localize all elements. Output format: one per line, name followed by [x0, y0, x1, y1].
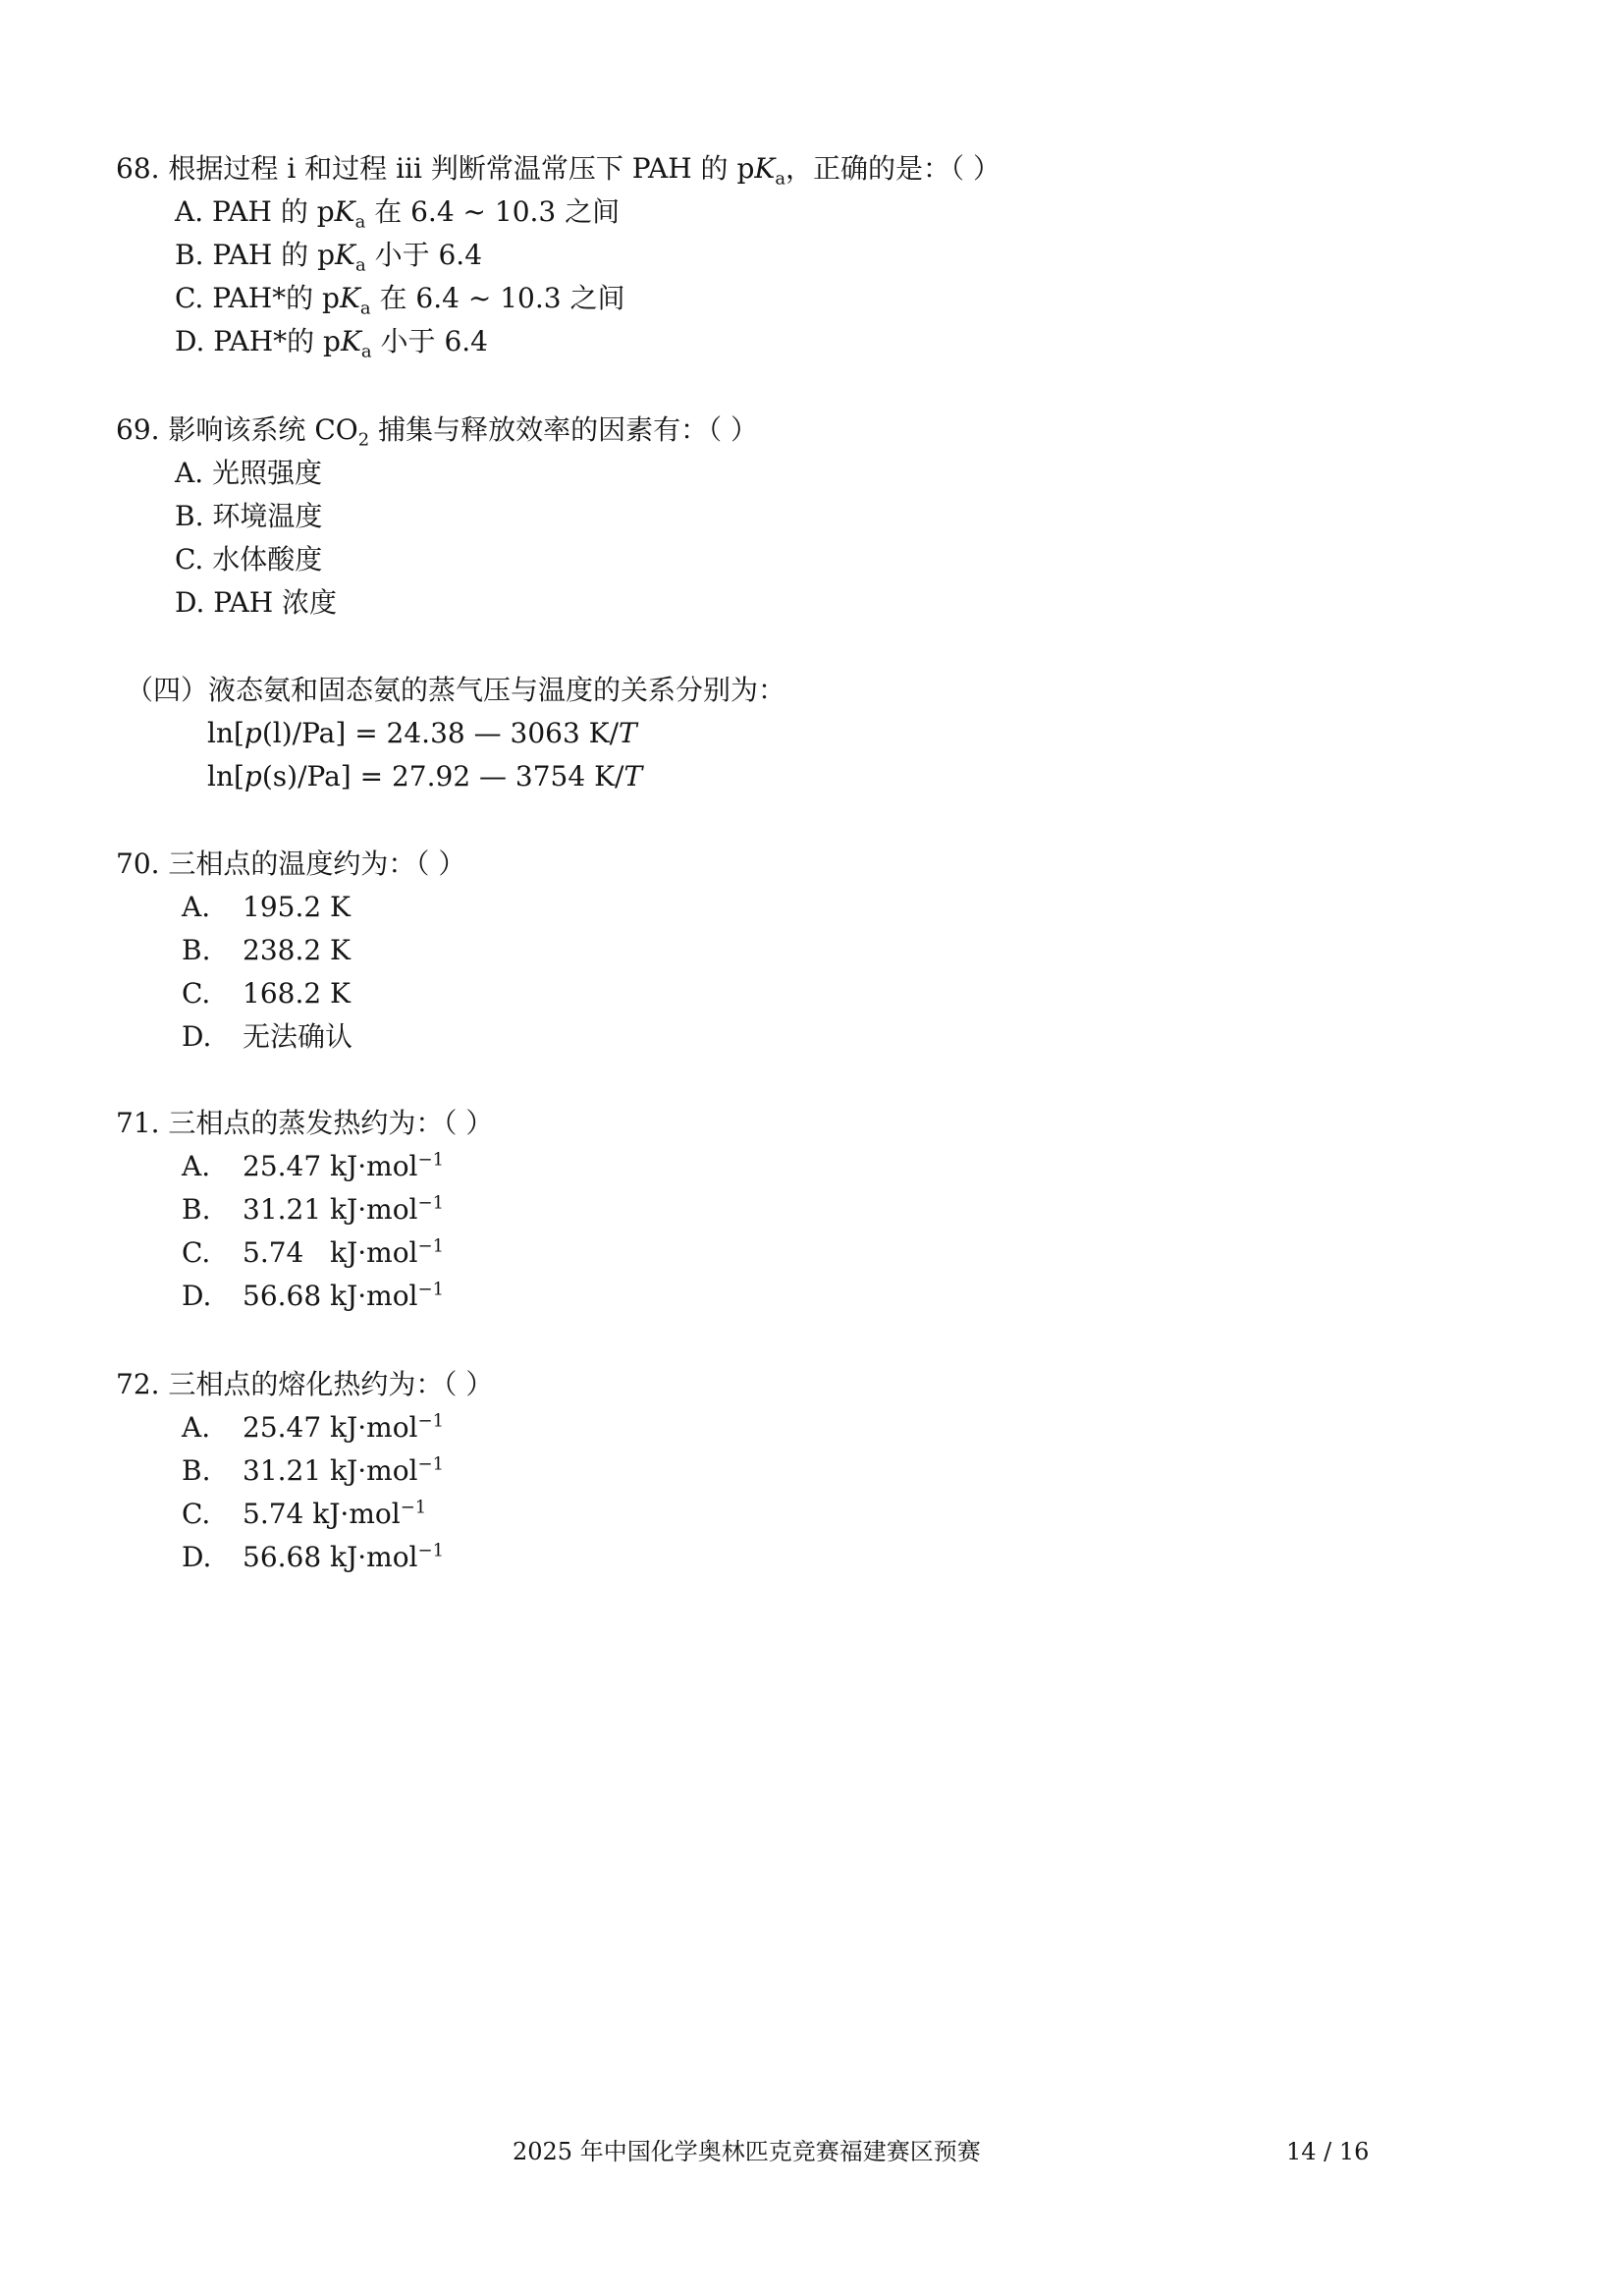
footer-title: 2025 年中国化学奥林匹克竞赛福建赛区预赛	[513, 2138, 981, 2165]
question-72-option-d: D. 56.68 kJ·mol$^{-1}$	[182, 1540, 445, 1573]
question-71-option-a: A. 25.47 kJ·mol$^{-1}$	[182, 1149, 445, 1182]
question-69-option-b: B. 环境温度	[175, 500, 323, 532]
question-69-option-d: D. PAH 浓度	[175, 586, 338, 619]
question-70-option-d: D. 无法确认	[182, 1020, 353, 1053]
section-4-title: （四）液态氨和固态氨的蒸气压与温度的关系分别为：	[126, 674, 786, 706]
question-71-stem: 71. 三相点的蒸发热约为：（ ）	[116, 1107, 494, 1139]
question-70-option-a: A. 195.2 K	[182, 891, 351, 923]
question-71-option-d: D. 56.68 kJ·mol$^{-1}$	[182, 1279, 445, 1312]
question-69-option-c: C. 水体酸度	[175, 543, 323, 575]
question-68-option-d: D. PAH*的 $pK_a$ 小于 6.4	[175, 325, 488, 362]
question-69-stem: 69. 影响该系统 $CO_2$ 捕集与释放效率的因素有：（ ）	[116, 413, 758, 451]
question-68-option-b: B. PAH 的 $pK_a$ 小于 6.4	[175, 239, 483, 276]
equation-solid: ln[p(s)/Pa] = 27.92 — 3754 K/T	[207, 760, 643, 793]
question-72-option-b: B. 31.21 kJ·mol$^{-1}$	[182, 1453, 445, 1487]
question-69-option-a: A. 光照强度	[175, 457, 323, 489]
question-68-stem: 68. 根据过程 i 和过程 iii 判断常温常压下 PAH 的 $pK_a$，正确的是：（ ）	[116, 152, 1001, 190]
equation-liquid: ln[p(l)/Pa] = 24.38 — 3063 K/T	[207, 717, 637, 749]
question-72-option-c: C. 5.74 kJ·mol$^{-1}$	[182, 1497, 427, 1530]
question-70-stem: 70. 三相点的温度约为：（ ）	[116, 847, 466, 880]
question-72-option-a: A. 25.47 kJ·mol$^{-1}$	[182, 1410, 445, 1444]
question-70-option-b: B. 238.2 K	[182, 934, 351, 966]
question-71-option-b: B. 31.21 kJ·mol$^{-1}$	[182, 1192, 445, 1226]
page-number: 14 / 16	[1286, 2138, 1370, 2165]
question-72-stem: 72. 三相点的熔化热约为：（ ）	[116, 1368, 494, 1400]
question-71-option-c: C. 5.74 kJ·mol$^{-1}$	[182, 1235, 445, 1269]
question-68-option-c: C. PAH*的 $pK_a$ 在 6.4 ~ 10.3 之间	[175, 282, 625, 319]
question-68-option-a: A. PAH 的 $pK_a$ 在 6.4 ~ 10.3 之间	[175, 195, 621, 233]
question-70-option-c: C. 168.2 K	[182, 977, 351, 1010]
